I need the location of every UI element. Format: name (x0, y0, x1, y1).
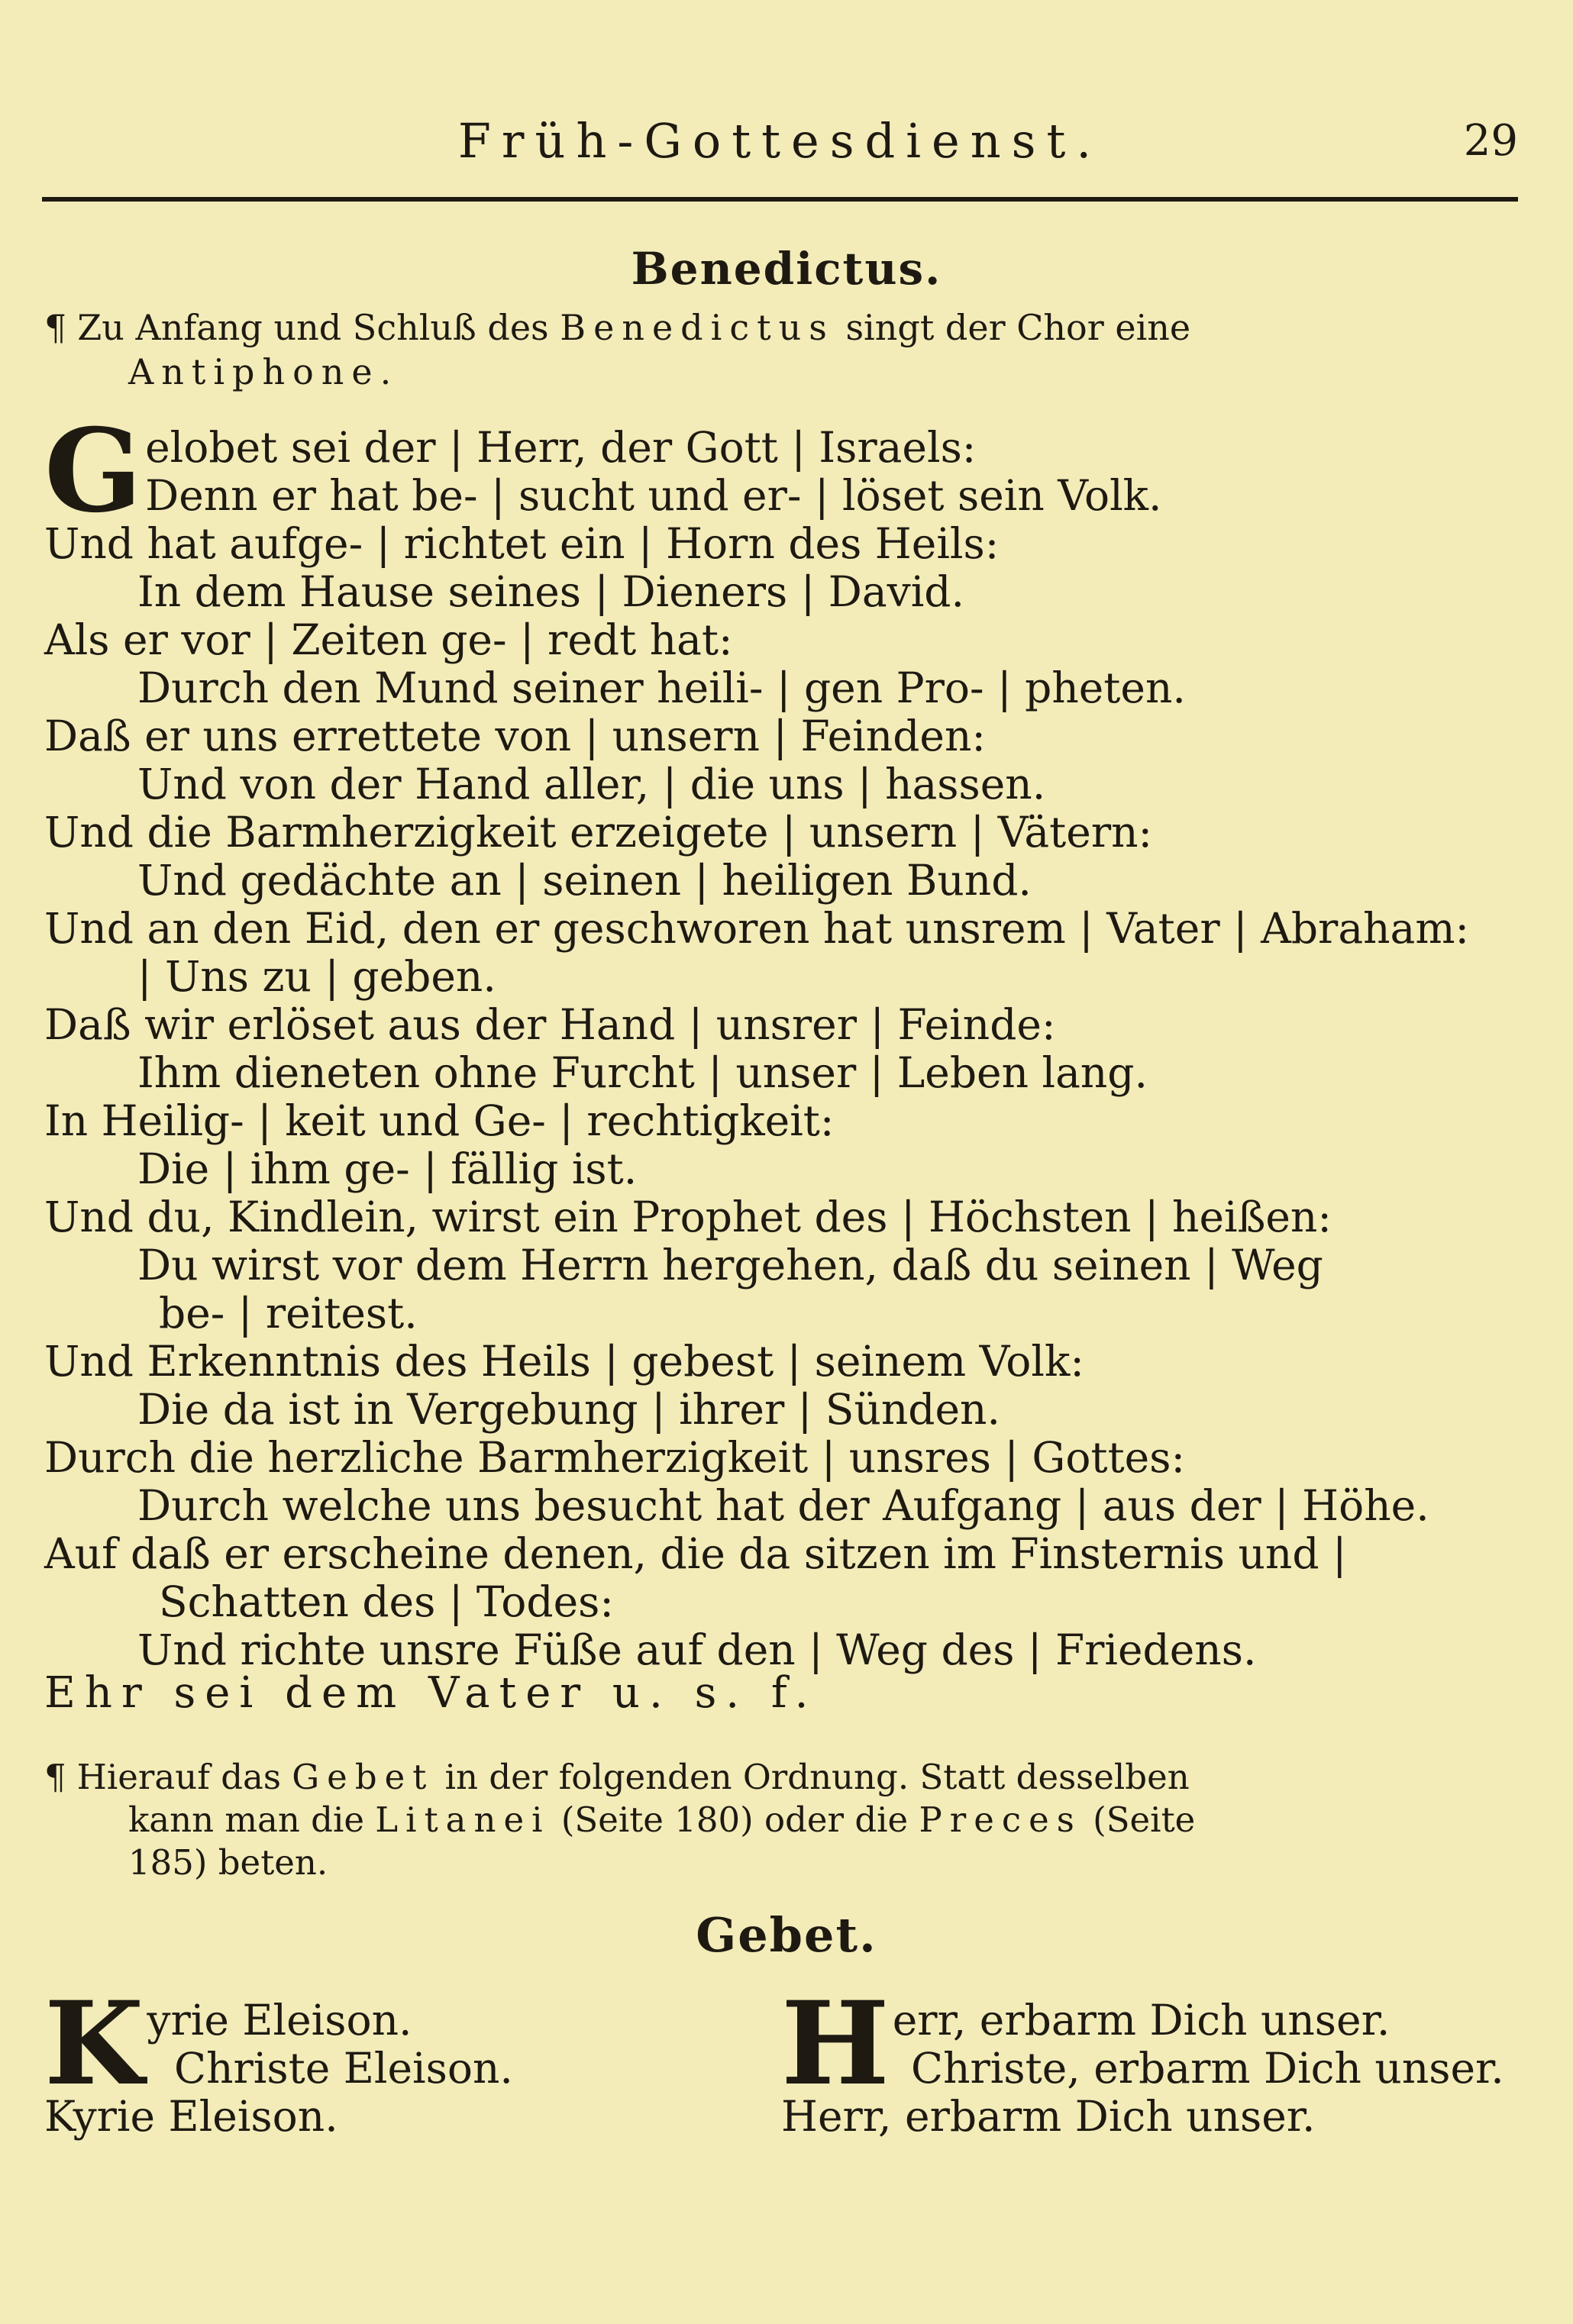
kyrie-text: err, erbarm Dich unser. (892, 1996, 1391, 2045)
running-header (42, 113, 1518, 174)
verse-list (44, 472, 1518, 1674)
rubric-text: (Seite 180) oder die (560, 1799, 909, 1840)
verse-line: Du wirst vor dem Herrn hergehen, daß du seinen | Weg (137, 1241, 1323, 1289)
kyrie-right-column (781, 1977, 1504, 2141)
drop-cap: H (781, 1977, 890, 2111)
rubric-text: (Seite (1093, 1799, 1196, 1840)
verse-line: In Heilig- | keit und Ge- | rechtigkeit: (44, 1096, 835, 1145)
verse-text: elobet sei der | Herr, der Gott | Israels: (145, 423, 977, 472)
kyrie-columns (44, 1977, 1518, 2157)
verse-line: In dem Hause seines | Dieners | David. (137, 567, 964, 616)
rubric-emphasis: Gebet (292, 1757, 434, 1797)
rubric-emphasis: Litanei (375, 1799, 551, 1840)
drop-cap: G (44, 404, 143, 538)
verse-line: Schatten des | Todes: (159, 1577, 614, 1626)
verse-line: Ihm dieneten ohne Furcht | unser | Leben lang. (137, 1048, 1148, 1097)
rubric-text: singt der Chor eine (845, 307, 1191, 348)
verse-line: Und du, Kindlein, wirst ein Prophet des | Höchsten | heißen: (44, 1193, 1332, 1241)
verse-line: Und hat aufge- | richtet ein | Horn des Heils: (44, 519, 1000, 568)
verse-line: Denn er hat be- | sucht und er- | löset sein Volk. (145, 471, 1162, 520)
verse-line: Und gedächte an | seinen | heiligen Bund. (137, 856, 1032, 905)
verse-line: Die da ist in Vergebung | ihrer | Sünden. (137, 1385, 1000, 1434)
rubric-text: kann man die (128, 1799, 364, 1840)
section-title-benedictus: Benedictus. (631, 243, 942, 295)
header-rule (42, 197, 1518, 202)
verse-line: Durch die herzliche Barmherzigkeit | unsres | Gottes: (44, 1433, 1185, 1482)
rubric-text: Zu Anfang und Schluß des (77, 307, 549, 348)
rubric-text: Hierauf das (76, 1757, 281, 1797)
rubric-text: 185) beten. (128, 1842, 328, 1883)
rubric-prayer (44, 1756, 1518, 1884)
page-number: 29 (1463, 116, 1518, 166)
verse-line: Daß er uns errettete von | unsern | Feinden: (44, 712, 986, 760)
canticle-text (44, 404, 1518, 1674)
drop-cap: K (44, 1977, 144, 2111)
verse-line: Und Erkenntnis des Heils | gebest | seinem Volk: (44, 1337, 1084, 1386)
rubric-continuation: Antiphone. (128, 351, 399, 392)
kyrie-text: yrie Eleison. (147, 1996, 412, 2045)
verse-line: Durch den Mund seiner heili- | gen Pro- | pheten. (137, 663, 1186, 712)
kyrie-line: Christe Eleison. (174, 2044, 513, 2093)
gloria-patri: Ehr sei dem Vater u. s. f. (44, 1668, 818, 1718)
running-title: Früh-Gottesdienst. (457, 113, 1103, 169)
section-title-gebet: Gebet. (696, 1907, 877, 1963)
verse-line: Und richte unsre Füße auf den | Weg des | Friedens. (137, 1625, 1257, 1674)
rubric-emphasis: Preces (919, 1799, 1082, 1840)
kyrie-line: Christe, erbarm Dich unser. (911, 2044, 1504, 2093)
verse-line: Daß wir erlöset aus der Hand | unsrer | Feinde: (44, 1000, 1056, 1049)
rubric-emphasis: Benedictus (560, 307, 835, 348)
verse-line: Auf daß er erscheine denen, die da sitzen im Finsternis und | (44, 1529, 1347, 1578)
verse-line: Die | ihm ge- | fällig ist. (137, 1144, 638, 1193)
pilcrow-icon: ¶ (44, 1757, 66, 1797)
verse-line: be- | reitest. (159, 1289, 418, 1338)
rubric-text: in der folgenden Ordnung. Statt desselben (444, 1757, 1190, 1797)
verse-line: Und von der Hand aller, | die uns | hassen. (137, 760, 1046, 809)
verse-line: Als er vor | Zeiten ge- | redt hat: (44, 615, 733, 664)
verse-line: | Uns zu | geben. (137, 952, 496, 1001)
verse-line: Durch welche uns besucht hat der Aufgang | aus der | Höhe. (137, 1481, 1429, 1530)
kyrie-line: Kyrie Eleison. (44, 2092, 338, 2141)
verse-line: Und die Barmherzigkeit erzeigete | unsern | Vätern: (44, 808, 1153, 857)
pilcrow-icon: ¶ (44, 307, 67, 348)
kyrie-line: Herr, erbarm Dich unser. (781, 2092, 1316, 2141)
kyrie-left-column (44, 1977, 732, 2141)
verse-line: Und an den Eid, den er geschworen hat unsrem | Vater | Abraham: (44, 904, 1470, 953)
rubric-benedictus (44, 305, 1518, 394)
